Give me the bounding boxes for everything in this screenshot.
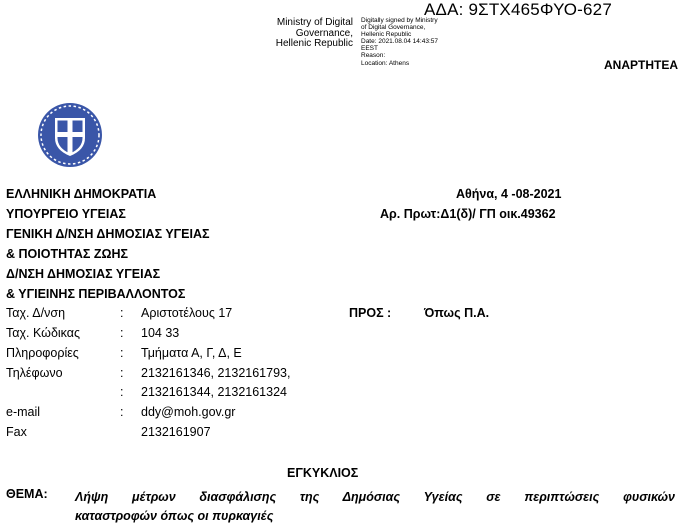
address-label: Ταχ. Δ/νση xyxy=(6,306,66,320)
recipient-value: Όπως Π.Α. xyxy=(424,306,490,320)
address-colon: : xyxy=(120,306,124,320)
document-date: Αθήνα, 4 -08-2021 xyxy=(456,187,562,201)
address-value: Αριστοτέλους 17 xyxy=(141,306,233,320)
signature-details: Digitally signed by Ministry of Digital Governance, Hellenic Republic Date: 2021.08.04 14:43:57 EEST Reason: Location: Athens xyxy=(361,17,438,67)
recipient-label: ΠΡΟΣ : xyxy=(349,306,392,320)
subject-line-2: καταστροφών όπως οι πυρκαγιές xyxy=(75,509,274,523)
info-label: Πληροφορίες xyxy=(6,346,79,360)
header-line-6: & ΥΓΙΕΙΝΗΣ ΠΕΡΙΒΑΛΛΟΝΤΟΣ xyxy=(6,287,186,301)
email-value[interactable]: ddy@moh.gov.gr xyxy=(141,405,236,419)
header-line-5: Δ/ΝΣΗ ΔΗΜΟΣΙΑΣ ΥΓΕΙΑΣ xyxy=(6,267,161,281)
phone-value-1: 2132161346, 2132161793, xyxy=(141,366,291,380)
subject-label: ΘΕΜΑ: xyxy=(6,487,48,501)
phone-value-2: 2132161344, 2132161324 xyxy=(141,385,287,399)
header-line-3: ΓΕΝΙΚΗ Δ/ΝΣΗ ΔΗΜΟΣΙΑΣ ΥΓΕΙΑΣ xyxy=(6,227,210,241)
email-label: e-mail xyxy=(6,405,41,419)
info-colon: : xyxy=(120,346,124,360)
subject-line-1: Λήψη μέτρων διασφάλισης της Δημόσιας Υγείας σε περιπτώσεις φυσικών xyxy=(75,490,675,504)
document-type: ΕΓΚΥΚΛΙΟΣ xyxy=(287,466,359,480)
protocol-number: Αρ. Πρωτ:Δ1(δ)/ ΓΠ οικ.49362 xyxy=(380,207,556,221)
phone-colon-2: : xyxy=(120,385,124,399)
signature-organization: Ministry of Digital Governance, Hellenic Republic xyxy=(275,17,353,49)
phone-colon: : xyxy=(120,366,124,380)
postcode-colon: : xyxy=(120,326,124,340)
email-colon: : xyxy=(120,405,124,419)
posted-label: ΑΝΑΡΤΗΤΕΑ xyxy=(604,58,678,72)
fax-value: 2132161907 xyxy=(141,425,211,439)
header-line-4: & ΠΟΙΟΤΗΤΑΣ ΖΩΗΣ xyxy=(6,247,129,261)
ada-number: ΑΔΑ: 9ΣΤΧ465ΦΥΟ-627 xyxy=(424,0,612,19)
postcode-label: Ταχ. Κώδικας xyxy=(6,326,81,340)
fax-label: Fax xyxy=(6,425,27,439)
info-value: Τμήματα Α, Γ, Δ, Ε xyxy=(141,346,242,360)
header-line-1: ΕΛΛΗΝΙΚΗ ΔΗΜΟΚΡΑΤΙΑ xyxy=(6,187,157,201)
greek-coat-of-arms-icon xyxy=(37,102,103,168)
phone-label: Τηλέφωνο xyxy=(6,366,63,380)
header-line-2: ΥΠΟΥΡΓΕΙΟ ΥΓΕΙΑΣ xyxy=(6,207,126,221)
postcode-value: 104 33 xyxy=(141,326,180,340)
